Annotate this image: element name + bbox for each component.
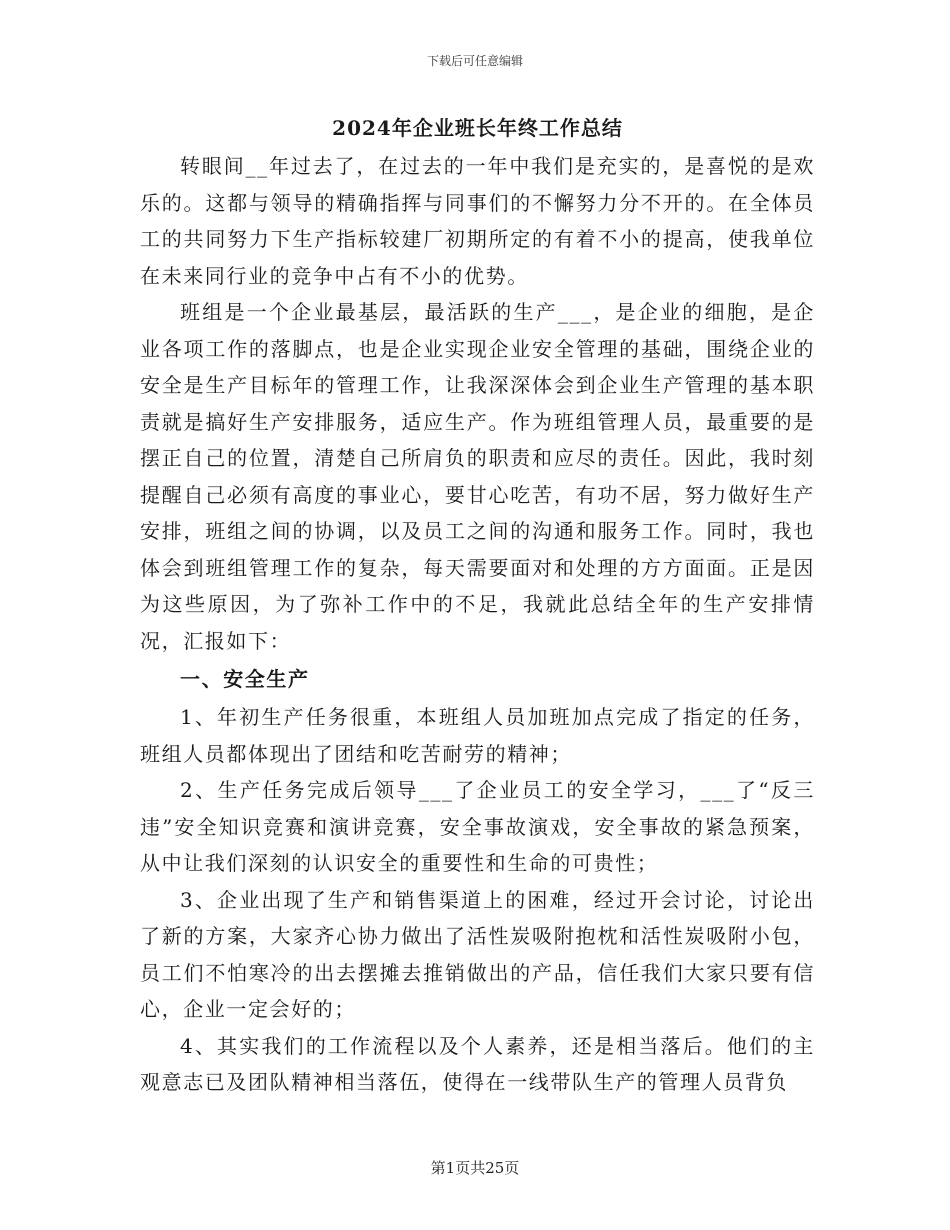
page-number: 第1页共25页 — [430, 1159, 520, 1177]
body-paragraph: 班组是一个企业最基层，最活跃的生产___，是企业的细胞，是企业各项工作的落脚点，也是企业实现企业安全管理的基础，围绕企业的安全是生产目标年的管理工作，让我深深体会到企业生产管理的基本职责就是搞好生产安排服务，适应生产。作为班组管理人员，最重要的是摆正自己的位置，清楚自己所肩负的职责和应尽的责任。因此，我时刻提醒自己必须有高度的事业心，要甘心吃苦，有功不居，努力做好生产安排，班组之间的协调，以及员工之间的沟通和服务工作。同时，我也体会到班组管理工作的复杂，每天需要面对和处理的方方面面。正是因为这些原因，为了弥补工作中的不足，我就此总结全年的生产安排情况，汇报如下： — [140, 300, 815, 653]
document-body — [140, 108, 815, 1101]
list-item-1: 1、年初生产任务很重，本班组人员加班加点完成了指定的任务，班组人员都体现出了团结和吃苦耐劳的精神； — [140, 705, 815, 766]
page-header: 下载后可任意编辑 — [426, 54, 523, 68]
list-item-2: 2、生产任务完成后领导___了企业员工的安全学习，___了“反三违”安全知识竞赛和演讲竞赛，安全事故演戏，安全事故的紧急预案，从中让我们深刻的认识安全的重要性和生命的可贵性； — [140, 778, 815, 875]
list-item-3: 3、企业出现了生产和销售渠道上的困难，经过开会讨论，讨论出了新的方案，大家齐心协力做出了活性炭吸附抱枕和活性炭吸附小包，员工们不怕寒冷的出去摆摊去推销做出的产品，信任我们大家只要有信心，企业一定会好的； — [140, 887, 815, 1021]
document-title: 2024年企业班长年终工作总结 — [332, 116, 623, 140]
intro-paragraph: 转眼间__年过去了，在过去的一年中我们是充实的，是喜悦的是欢乐的。这都与领导的精确指挥与同事们的不懈努力分不开的。在全体员工的共同努力下生产指标较建厂初期所定的有着不小的提高，使我单位在未来同行业的竞争中占有不小的优势。 — [140, 154, 815, 288]
section-heading-safety: 一、安全生产 — [180, 667, 310, 691]
list-item-4: 4、其实我们的工作流程以及个人素养，还是相当落后。他们的主观意志已及团队精神相当落伍，使得在一线带队生产的管理人员背负 — [140, 1033, 815, 1094]
